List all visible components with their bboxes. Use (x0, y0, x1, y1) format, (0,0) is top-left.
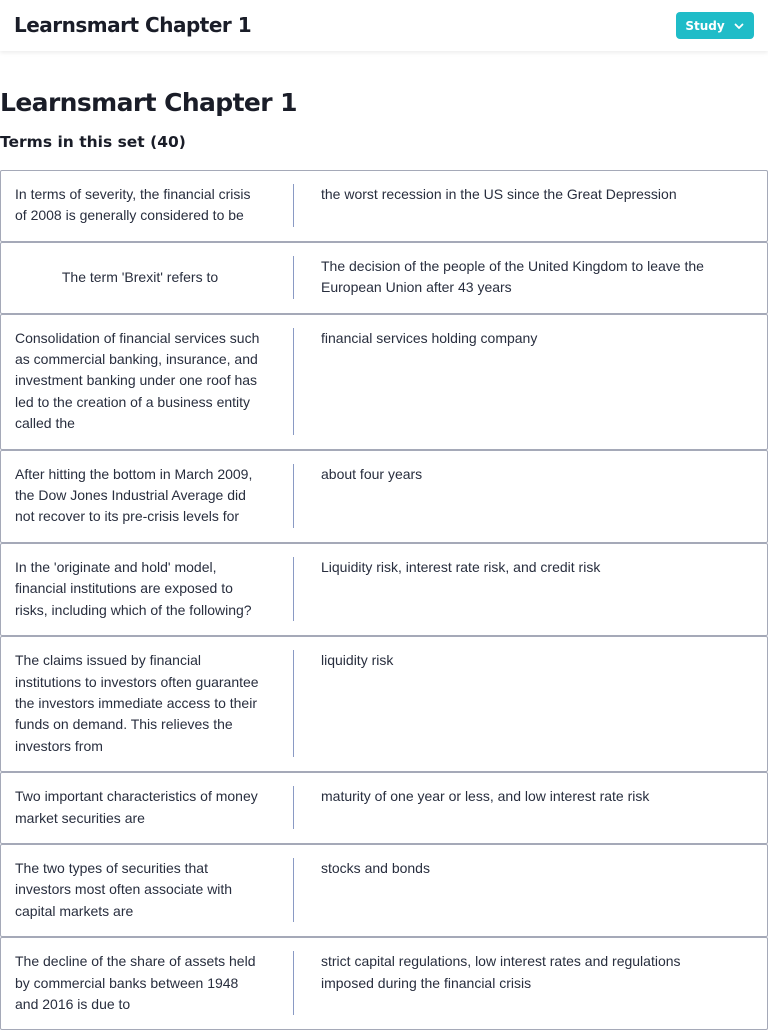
term-card[interactable] (0, 844, 768, 937)
term-word: Two important characteristics of money market securities are (1, 786, 294, 829)
study-button[interactable] (676, 12, 754, 39)
header-title: Learnsmart Chapter 1 (14, 13, 252, 37)
term-card[interactable] (0, 314, 768, 450)
term-word: Consolidation of financial services such as commercial banking, insurance, and investment banking under one roof has led to the creation of a business entity called the (1, 328, 294, 435)
terms-count-heading: Terms in this set (40) (0, 133, 186, 151)
term-definition: strict capital regulations, low interest rates and regulations imposed during the financial crisis (321, 953, 681, 991)
term-card[interactable] (0, 450, 768, 543)
term-word: The claims issued by financial institutions to investors often guarantee the investors immediate access to their funds on demand. This relieves the investors from (1, 650, 294, 757)
top-bar (0, 0, 768, 51)
term-word: The two types of securities that investors most often associate with capital markets are (1, 858, 294, 922)
term-card[interactable] (0, 636, 768, 772)
term-word: In terms of severity, the financial crisis of 2008 is generally considered to be (1, 184, 294, 227)
term-definition: The decision of the people of the United Kingdom to leave the European Union after 43 years (321, 257, 704, 296)
page-title: Learnsmart Chapter 1 (0, 88, 297, 117)
term-card[interactable] (0, 937, 768, 1030)
term-definition: stocks and bonds (321, 859, 430, 876)
term-definition: maturity of one year or less, and low interest rate risk (321, 788, 650, 805)
term-card[interactable] (0, 772, 768, 844)
term-word: The term 'Brexit' refers to (1, 256, 294, 299)
term-definition: liquidity risk (321, 652, 394, 669)
term-definition: financial services holding company (321, 329, 538, 346)
term-card[interactable] (0, 543, 768, 636)
term-definition: about four years (321, 465, 423, 482)
term-word: The decline of the share of assets held by commercial banks between 1948 and 2016 is due to (1, 951, 294, 1015)
term-definition: the worst recession in the US since the Great Depression (321, 186, 677, 202)
study-button-label: Study (685, 18, 725, 33)
term-word: In the 'originate and hold' model, financial institutions are exposed to risks, including which of the following? (1, 557, 294, 621)
term-definition: Liquidity risk, interest rate risk, and credit risk (321, 558, 601, 575)
chevron-down-icon (733, 20, 745, 32)
term-word: After hitting the bottom in March 2009, the Dow Jones Industrial Average did not recover to its pre-crisis levels for (1, 464, 294, 528)
term-card[interactable] (0, 170, 768, 242)
terms-list (0, 170, 768, 1030)
term-card[interactable] (0, 242, 768, 314)
